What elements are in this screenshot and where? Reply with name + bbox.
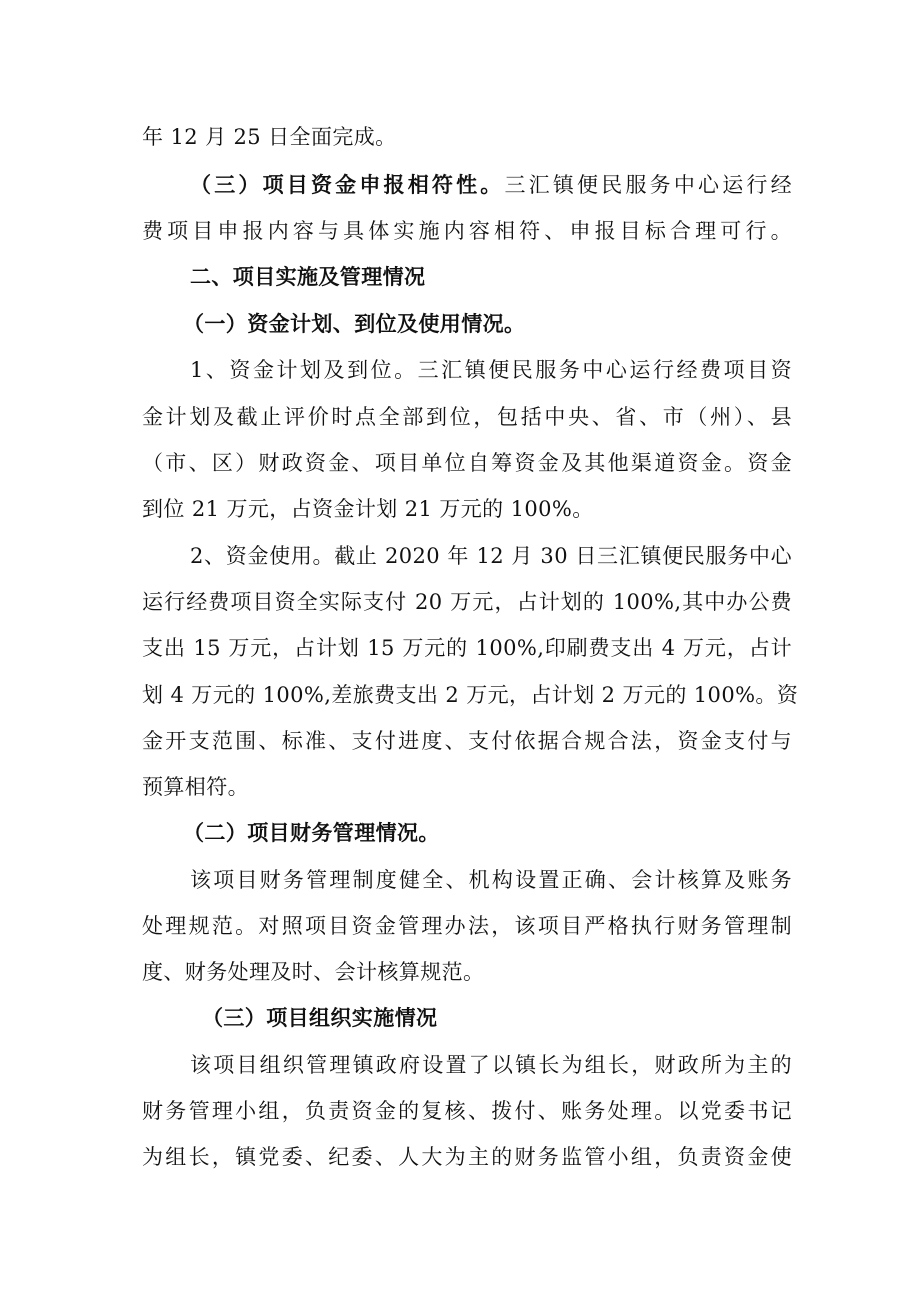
paragraph-line: 处理规范。对照项目资金管理办法，该项目严格执行财务管理制 (142, 914, 792, 938)
paragraph-line: 支出 15 万元，占计划 15 万元的 100%,印刷费支出 4 万元，占计 (142, 636, 792, 660)
paragraph-line: 划 4 万元的 100%,差旅费支出 2 万元，占计划 2 万元的 100%。资 (142, 683, 799, 707)
paragraph-line: 预算相符。 (142, 775, 249, 799)
subsection-heading: （三）项目组织实施情况 (202, 1005, 438, 1030)
paragraph-line: 1、资金计划及到位。三汇镇便民服务中心运行经费项目资 (190, 358, 792, 382)
paragraph-line: 度、财务处理及时、会计核算规范。 (142, 960, 485, 984)
paragraph-line: （市、区）财政资金、项目单位自筹资金及其他渠道资金。资金 (142, 451, 792, 475)
paragraph-line: 金开支范围、标准、支付进度、支付依据合规合法，资金支付与 (142, 729, 792, 753)
paragraph-line: 到位 21 万元，占资金计划 21 万元的 100%。 (142, 497, 594, 521)
paragraph-line: 该项目组织管理镇政府设置了以镇长为组长，财政所为主的 (190, 1053, 792, 1077)
paragraph-line: 费项目申报内容与具体实施内容相符、申报目标合理可行。 (142, 219, 792, 243)
subsection-heading: （一）资金计划、到位及使用情况。 (183, 311, 526, 336)
item-text: 三汇镇便民服务中心运行经 (504, 173, 792, 197)
paragraph-line (190, 170, 792, 200)
subsection-heading: （二）项目财务管理情况。 (183, 820, 440, 845)
item-heading: （三）项目资金申报相符性。 (190, 172, 505, 197)
paragraph-line: 金计划及截止评价时点全部到位，包括中央、省、市（州）、县 (142, 405, 792, 429)
paragraph-line: 该项目财务管理制度健全、机构设置正确、会计核算及账务 (190, 868, 792, 892)
paragraph-line: 2、资金使用。截止 2020 年 12 月 30 日三汇镇便民服务中心 (190, 544, 792, 568)
paragraph-line: 财务管理小组，负责资金的复核、拨付、账务处理。以党委书记 (142, 1099, 792, 1123)
paragraph-line: 年 12 月 25 日全面完成。 (142, 125, 397, 149)
paragraph-line: 为组长，镇党委、纪委、人大为主的财务监管小组，负责资金使 (142, 1145, 792, 1169)
paragraph-line: 运行经费项目资全实际支付 20 万元，占计划的 100%,其中办公费 (142, 590, 792, 614)
section-title: 二、项目实施及管理情况 (190, 264, 426, 289)
